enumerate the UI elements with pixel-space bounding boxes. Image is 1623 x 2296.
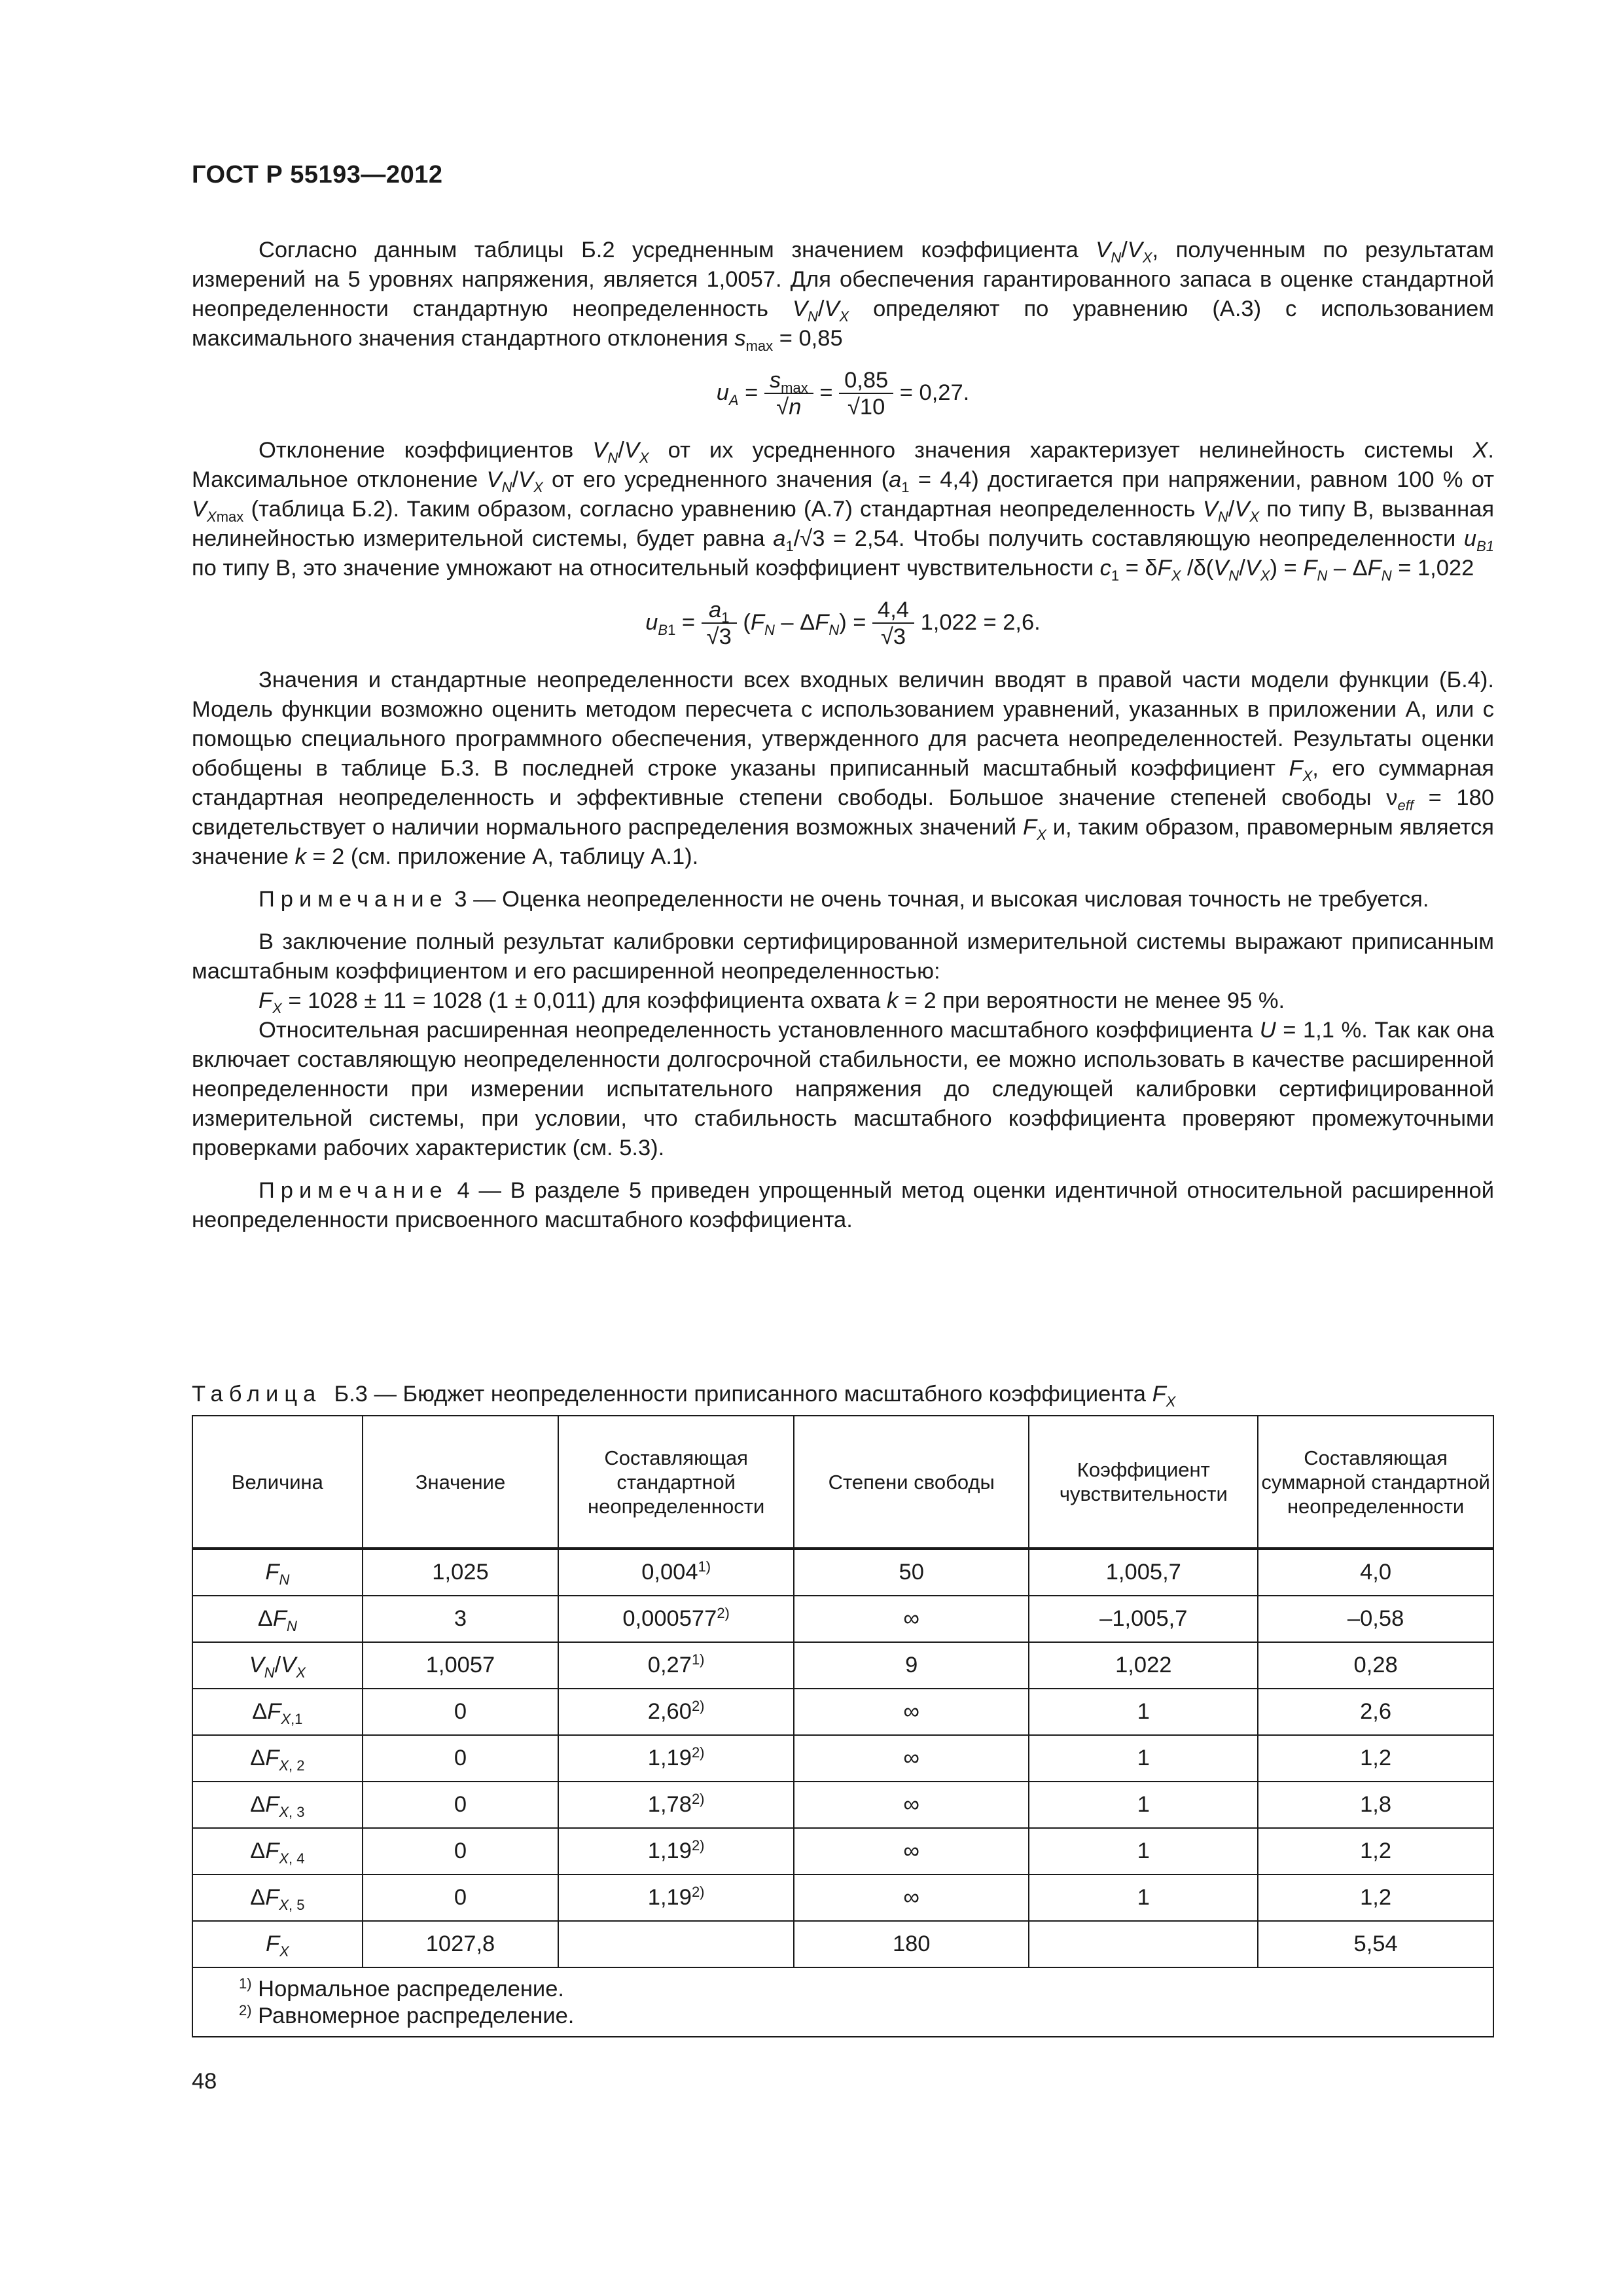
note-3-text: 3 — Оценка неопределенности не очень точная, и высокая числовая точность не требуется. — [454, 887, 1429, 912]
page-number: 48 — [192, 2069, 217, 2094]
combined-uncertainty-cell: 0,28 — [1258, 1642, 1493, 1689]
footnote: $^{1)}$ Нормальное распределение. — [239, 1975, 564, 2001]
paragraph-4: В заключение полный результат калибровки сертифицированной измерительной системы выражают приписанным масштабным коэффициентом и его расширенной неопределенностью: — [192, 929, 1494, 984]
paragraph-2: Отклонение коэффициентов $V_N/V_X$ от их усредненного значения характеризует нелинейность системы X. Максимальное отклонение $V_N/V_X$ от его усредненного значения $(a_1 = 4,4)$ достигается при напряжении, равном 100 % от $V_{Xmax}$ (таблица Б.2). Таким образом, согласно уравнению (А.7) стандартная неопределенность $V_N/V_X$ по типу В, вызванная нелинейностью измерительной системы, будет равна $a_1/√3 = 2,54$. Чтобы получить составляющую неопределенности $u_{B1}$ по типу В, это значение умножают на относительный коэффициент чувствительности $c_1 = \delta F_X$ $/\delta(V_N/V_X) = F_N - \Delta F_N = 1,022$ — [192, 438, 1495, 584]
combined-uncertainty-cell: –0,58 — [1258, 1596, 1493, 1642]
std-uncertainty-cell: 1,78$^{2)}$ — [558, 1782, 794, 1828]
paragraph-6: Относительная расширенная неопределенность установленного масштабного коэффициента U = 1,1 %. Так как она включает составляющую неопределенности долгосрочной стабильности, ее можно использовать в качестве расширенной неопределенности при измерении испытательного напряжения до следующей калибровки сертифицированной измерительной системы, при условии, что стабильность масштабного коэффициента проверяют промежуточными проверками рабочих характеристик (см. 5.3). — [192, 1018, 1495, 1160]
paragraph-5: $F_X = 1028 \pm 11 = 1028$ (1 ± 0,011) для коэффициента охвата k = 2 при вероятности не менее 95 %. — [259, 988, 1285, 1016]
column-header: Величина — [192, 1416, 363, 1549]
quantity-cell: $\Delta F_{X, 2}$ — [192, 1735, 363, 1782]
std-uncertainty-cell — [558, 1921, 794, 1967]
table-footnotes — [192, 1967, 1493, 2037]
sensitivity-cell: 1 — [1029, 1874, 1258, 1921]
quantity-cell: $\Delta F_{X, 5}$ — [192, 1874, 363, 1921]
column-header: Значение — [363, 1416, 559, 1549]
sensitivity-cell: 1 — [1029, 1689, 1258, 1735]
quantity-cell: $\Delta F_{X, 4}$ — [192, 1828, 363, 1874]
table-caption: Таблица Б.3 — Бюджет неопределенности приписанного масштабного коэффициента $F_X$ — [192, 1382, 1176, 1410]
value-cell: 0 — [363, 1874, 559, 1921]
combined-uncertainty-cell: 4,0 — [1258, 1549, 1493, 1596]
sensitivity-cell: 1 — [1029, 1782, 1258, 1828]
std-uncertainty-cell: 0,004$^{1)}$ — [558, 1549, 794, 1596]
std-uncertainty-cell: 1,19$^{2)}$ — [558, 1735, 794, 1782]
quantity-cell: $\Delta F_N$ — [192, 1596, 363, 1642]
table-row — [192, 1874, 1493, 1921]
note-4-label: Примечание — [259, 1178, 448, 1203]
footnote: $^{2)}$ Равномерное распределение. — [239, 2002, 575, 2028]
quantity-cell: $\Delta F_{X,1}$ — [192, 1689, 363, 1735]
quantity-cell: $\Delta F_{X, 3}$ — [192, 1782, 363, 1828]
table-row — [192, 1549, 1493, 1596]
paragraph-1: Согласно данным таблицы Б.2 усредненным значением коэффициента $V_N/V_X$, полученным по результатам измерений на 5 уровнях напряжения, является 1,0057. Для обеспечения гарантированного запаса в оценке стандартной неопределенности стандартную неопределенность $V_N/V_X$ определяют по уравнению (А.3) с использованием максимального значения стандартного отклонения $s_{max} = 0,85$ — [192, 238, 1495, 354]
dof-cell: 180 — [794, 1921, 1029, 1967]
combined-uncertainty-cell: 1,8 — [1258, 1782, 1493, 1828]
std-uncertainty-cell: 1,19$^{2)}$ — [558, 1828, 794, 1874]
formula-ua: $u_A$ = $\frac{s_{max}}{√n}$ = $\frac{0,85}{√10}$ = 0,27. — [716, 368, 970, 420]
sensitivity-cell: –1,005,7 — [1029, 1596, 1258, 1642]
value-cell: 1,0057 — [363, 1642, 559, 1689]
table-header-row — [192, 1416, 1493, 1549]
quantity-cell: $F_N$ — [192, 1549, 363, 1596]
table-caption-label: Таблица — [192, 1382, 322, 1407]
column-header: Степени свободы — [794, 1416, 1029, 1549]
dof-cell: ∞ — [794, 1782, 1029, 1828]
table-row — [192, 1921, 1493, 1967]
std-uncertainty-cell: 1,19$^{2)}$ — [558, 1874, 794, 1921]
note-4 — [192, 1176, 1494, 1235]
note-3-label: Примечание — [259, 887, 448, 912]
value-cell: 1027,8 — [363, 1921, 559, 1967]
quantity-cell: $F_X$ — [192, 1921, 363, 1967]
sensitivity-cell: 1,022 — [1029, 1642, 1258, 1689]
dof-cell: 50 — [794, 1549, 1029, 1596]
table-row — [192, 1689, 1493, 1735]
value-cell: 0 — [363, 1828, 559, 1874]
value-cell: 3 — [363, 1596, 559, 1642]
combined-uncertainty-cell: 5,54 — [1258, 1921, 1493, 1967]
value-cell: 0 — [363, 1782, 559, 1828]
dof-cell: ∞ — [794, 1689, 1029, 1735]
paragraph-3: Значения и стандартные неопределенности всех входных величин вводят в правой части модели функции (Б.4). Модель функции возможно оценить методом пересчета с использованием уравнений, указанных в приложении А, или с помощью специального программного обеспечения, утвержденного для расчета неопределенностей. Результаты оценки обобщены в таблице Б.3. В последней строке указаны приписанный масштабный коэффициент $F_X$, его суммарная стандартная неопределенность и эффективные степени свободы. Большое значение степеней свободы $\nu_{eff} = 180$ свидетельствует о наличии нормального распределения возможных значений $F_X$ и, таким образом, правомерным является значение k = 2 (см. приложение А, таблицу А.1). — [192, 668, 1494, 869]
value-cell: 1,025 — [363, 1549, 559, 1596]
document-header: ГОСТ Р 55193—2012 — [192, 161, 443, 188]
uncertainty-budget-table — [192, 1415, 1494, 2037]
combined-uncertainty-cell: 1,2 — [1258, 1874, 1493, 1921]
dof-cell: 9 — [794, 1642, 1029, 1689]
table-footnotes-row — [192, 1967, 1493, 2037]
combined-uncertainty-cell: 1,2 — [1258, 1735, 1493, 1782]
table-row — [192, 1642, 1493, 1689]
column-header: Составляющая суммарной стандартной неопределенности — [1258, 1416, 1493, 1549]
dof-cell: ∞ — [794, 1596, 1029, 1642]
dof-cell: ∞ — [794, 1735, 1029, 1782]
quantity-cell: $V_N/V_X$ — [192, 1642, 363, 1689]
column-header: Коэффициент чувствительности — [1029, 1416, 1258, 1549]
dof-cell: ∞ — [794, 1874, 1029, 1921]
table-row — [192, 1828, 1493, 1874]
formula-ub1: $u_{B1}$ = $\frac{a_1}{√3}$ $(F_N - \Delta F_N)$ = $\frac{4,4}{√3}$ 1,022 = 2,6. — [645, 598, 1041, 649]
note-4-text: 4 — В разделе 5 приведен упрощенный метод оценки идентичной относительной расширенной неопределенности присвоенного масштабного коэффициента. — [192, 1178, 1494, 1232]
sensitivity-cell — [1029, 1921, 1258, 1967]
sensitivity-cell: 1 — [1029, 1735, 1258, 1782]
dof-cell: ∞ — [794, 1828, 1029, 1874]
table-row — [192, 1596, 1493, 1642]
sensitivity-cell: 1,005,7 — [1029, 1549, 1258, 1596]
std-uncertainty-cell: 0,27$^{1)}$ — [558, 1642, 794, 1689]
body-text — [192, 236, 1494, 1235]
value-cell: 0 — [363, 1735, 559, 1782]
sensitivity-cell: 1 — [1029, 1828, 1258, 1874]
note-3 — [192, 885, 1494, 914]
std-uncertainty-cell: 2,60$^{2)}$ — [558, 1689, 794, 1735]
value-cell: 0 — [363, 1689, 559, 1735]
table-row — [192, 1782, 1493, 1828]
std-uncertainty-cell: 0,000577$^{2)}$ — [558, 1596, 794, 1642]
combined-uncertainty-cell: 1,2 — [1258, 1828, 1493, 1874]
table-row — [192, 1735, 1493, 1782]
column-header: Составляющая стандартной неопределенности — [558, 1416, 794, 1549]
combined-uncertainty-cell: 2,6 — [1258, 1689, 1493, 1735]
